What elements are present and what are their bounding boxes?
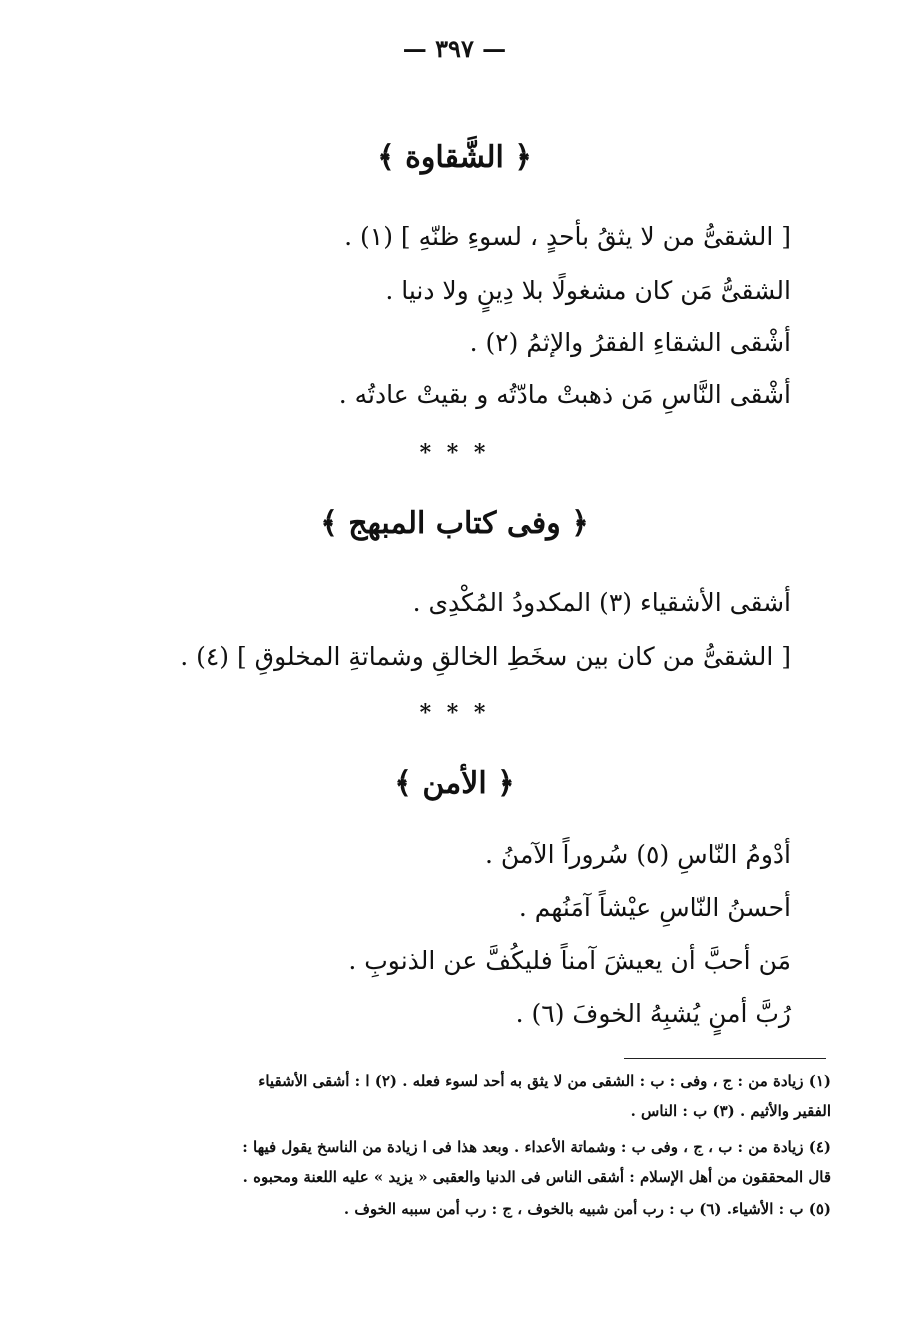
text-line: [ الشقىُّ من لا يثقُ بأحدٍ ، لسوءِ ظنّهِ ] (١) . bbox=[344, 222, 791, 251]
text-line: أشْقى النَّاسِ مَن ذهبتْ مادّتُه و بقيتْ عادتُه . bbox=[338, 380, 791, 409]
footnote-line: (١) زيادة من : ج ، وفى : ب : الشقى من لا يثق به أحد لسوء فعله . (٢) ا : أشقى الأشقياء bbox=[258, 1072, 831, 1090]
text-line: رُبَّ أمنٍ يُشبِهُ الخوفَ (٦) . bbox=[515, 999, 791, 1028]
text-line: الشقىُّ مَن كان مشغولًا بلا دِينٍ ولا دنيا . bbox=[385, 276, 791, 305]
footnote-line: (٥) ب : الأشياء. (٦) ب : رب أمن شبيه بالخوف ، ج : رب أمن سببه الخوف . bbox=[343, 1200, 831, 1218]
section-separator: * * * bbox=[419, 440, 490, 466]
section-heading-mubhij: ﴿ وفى كتاب المبهج ﴾ bbox=[320, 506, 589, 541]
text-line: مَن أحبَّ أن يعيشَ آمناً فليكُفَّ عن الذنوبِ . bbox=[348, 946, 791, 975]
text-line: أدْومُ النّاسِ (٥) سُروراً الآمنُ . bbox=[485, 840, 791, 869]
footnote-rule bbox=[624, 1058, 826, 1059]
section-separator: * * * bbox=[419, 700, 490, 726]
text-line: أحسنُ النّاسِ عيْشاً آمَنُهم . bbox=[518, 893, 791, 922]
page-number: — ٣٩٧ — bbox=[402, 34, 507, 63]
section-heading-shaqawa: ﴿ الشَّقاوة ﴾ bbox=[377, 140, 532, 175]
footnote-line: قال المحققون من أهل الإسلام : أشقى الناس فى الدنيا والعقبى « يزيد » عليه اللعنة ومحبوه . bbox=[242, 1168, 831, 1186]
text-line: أشقى الأشقياء (٣) المكدودُ المُكْدِى . bbox=[412, 588, 791, 617]
section-heading-amn: ﴿ الأمن ﴾ bbox=[394, 766, 515, 801]
text-line: أشْقى الشقاءِ الفقرُ والإثمُ (٢) . bbox=[469, 328, 791, 357]
footnote-line: (٤) زيادة من : ب ، ج ، وفى ب : وشماتة الأعداء . وبعد هذا فى ا زيادة من الناسخ يقول فيها : bbox=[242, 1138, 831, 1156]
footnote-line: الفقير والأثيم . (٣) ب : الناس . bbox=[630, 1102, 831, 1120]
text-line: [ الشقىُّ من كان بين سخَطِ الخالقِ وشماتةِ المخلوقِ ] (٤) . bbox=[180, 642, 791, 671]
